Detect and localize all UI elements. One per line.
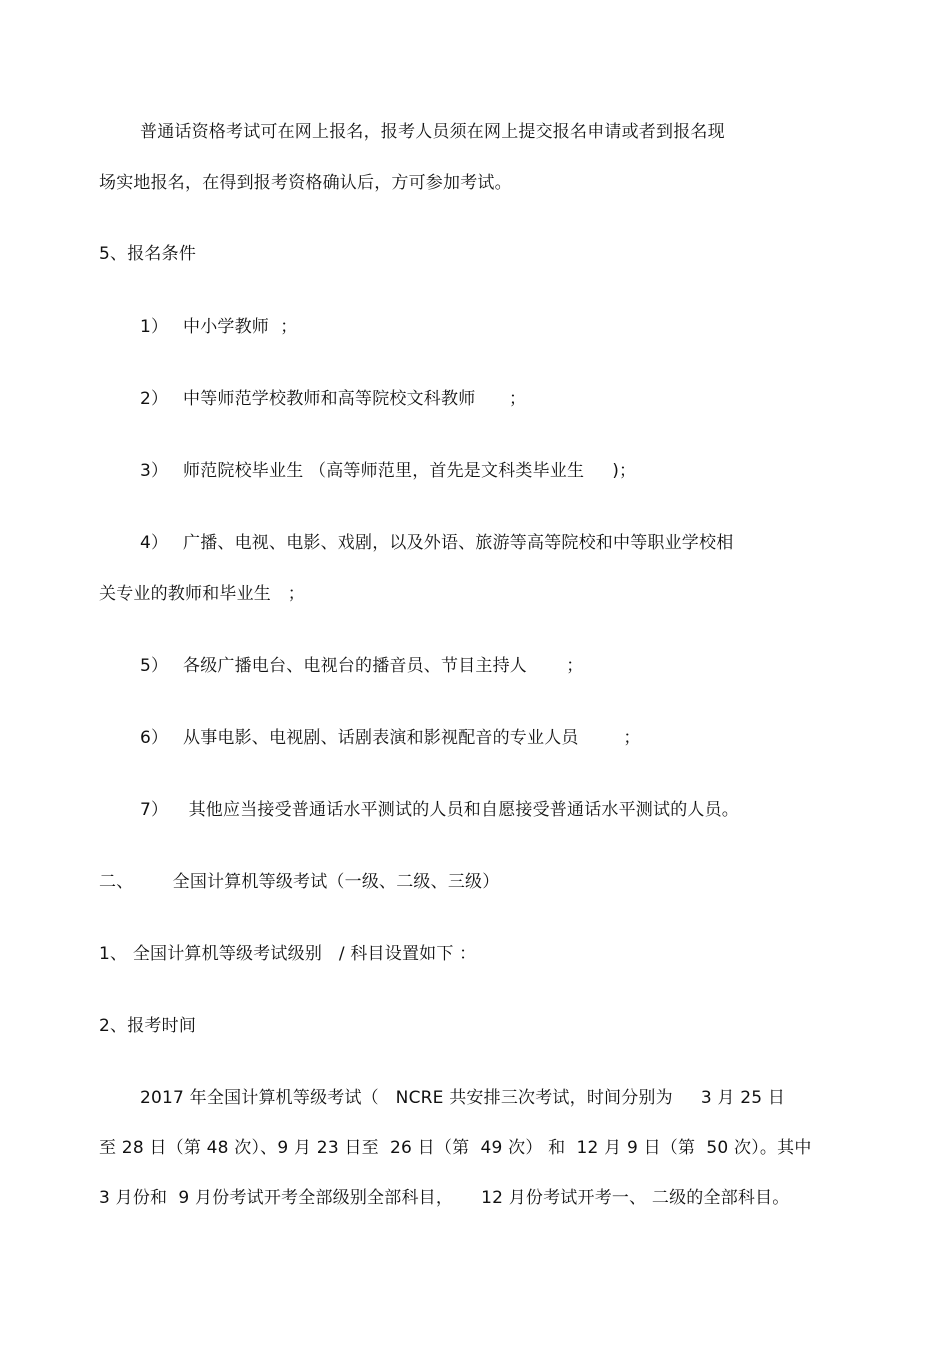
paragraph-ncre-line2: 至 28 日（第 48 次）、9 月 23 日至 26 日（第 49 次） 和 12 月 9 日（第 50 次）。其中 [99, 1138, 812, 1158]
subheading-exam-time: 2、报考时间 [99, 1016, 197, 1036]
condition-number: 4） [140, 533, 169, 553]
paragraph-ncre-line1: 2017 年全国计算机等级考试（ NCRE 共安排三次考试，时间分别为 3 月 25 日 [140, 1088, 786, 1108]
paragraph-registration-line1: 普通话资格考试可在网上报名，报考人员须在网上提交报名申请或者到报名现 [140, 122, 725, 142]
condition-text: 中等师范学校教师和高等院校文科教师 ； [183, 389, 527, 409]
condition-number: 1） [140, 317, 169, 337]
section-heading-registration-conditions: 5、报名条件 [99, 244, 197, 264]
condition-text: 其他应当接受普通话水平测试的人员和自愿接受普通话水平测试的人员。 [183, 800, 740, 820]
subheading-exam-levels: 1、 全国计算机等级考试级别 / 科目设置如下 ： [99, 944, 477, 964]
condition-number: 7） [140, 800, 169, 820]
condition-text-continuation: 关专业的教师和毕业生 ； [99, 584, 306, 604]
section-heading-computer-exam: 二、 全国计算机等级考试（一级、二级、三级） [99, 872, 500, 892]
condition-text: 广播、电视、电影、戏剧，以及外语、旅游等高等院校和中等职业学校相 [183, 533, 734, 553]
condition-text: 师范院校毕业生 （高等师范里，首先是文科类毕业生 )； [183, 461, 637, 481]
condition-number: 6） [140, 728, 169, 748]
condition-text: 中小学教师 ； [183, 317, 298, 337]
condition-text: 各级广播电台、电视台的播音员、节目主持人 ； [183, 656, 584, 676]
condition-text: 从事电影、电视剧、话剧表演和影视配音的专业人员 ； [183, 728, 641, 748]
condition-number: 5） [140, 656, 169, 676]
condition-number: 2） [140, 389, 169, 409]
paragraph-ncre-line3: 3 月份和 9 月份考试开考全部级别全部科目， 12 月份考试开考一、 二级的全部科目。 [99, 1188, 790, 1208]
condition-number: 3） [140, 461, 169, 481]
paragraph-registration-line2: 场实地报名，在得到报考资格确认后，方可参加考试。 [99, 173, 512, 193]
